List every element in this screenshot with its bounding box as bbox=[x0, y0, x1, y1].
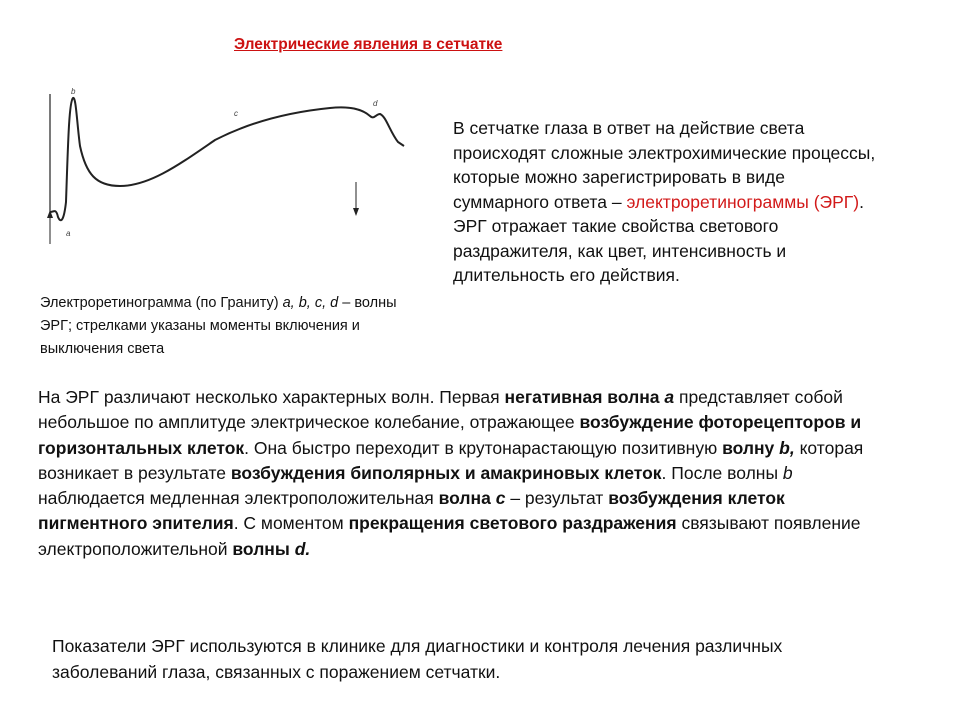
clinic-paragraph: Показатели ЭРГ используются в клинике для диагностики и контроля лечения различных заболеваний глаза, связанных с поражением сетчатки. bbox=[52, 636, 783, 682]
erg-term: электроретинограммы (ЭРГ) bbox=[626, 191, 860, 212]
waves-description: На ЭРГ различают несколько характерных волн. Первая негативная волна a представляет собой небольшое по амплитуде электрическое колебание, отражающее возбуждение фоторецепторов и горизонтальных клеток. Она быстро переходит в крутонарастающую позитивную волну b, которая возникает в результате возбуждения биполярных и амакриновых клеток. После волны b наблюдается медленная электроположительная волна c – результат возбуждения клеток пигментного эпителия. С моментом прекращения светового раздражения связывают появление электроположительной волны d. bbox=[38, 387, 864, 559]
figure-caption: Электроретинограмма (по Граниту) a, b, c, d – волны ЭРГ; стрелками указаны моменты включения и выключения света bbox=[40, 295, 397, 357]
erg-curve bbox=[50, 98, 404, 220]
wave-label-b: b bbox=[71, 87, 76, 96]
wave-label-c: c bbox=[234, 109, 238, 118]
arrow-down-icon bbox=[353, 182, 359, 216]
intro-paragraph-1: В сетчатке глаза в ответ на действие света происходят сложные электрохимические процессы, которые можно зарегистрировать в виде суммарного ответа – электроретинограммы (ЭРГ). bbox=[453, 118, 876, 212]
intro-paragraph-2: ЭРГ отражает такие свойства светового раздражителя, как цвет, интенсивность и длительность его действия. bbox=[453, 216, 787, 285]
slide-title: Электрические явления в сетчатке bbox=[234, 36, 503, 53]
wave-label-d: d bbox=[373, 99, 378, 108]
arrow-up-icon bbox=[47, 210, 53, 244]
intro-block bbox=[453, 116, 883, 288]
erg-figure bbox=[40, 84, 410, 254]
wave-label-a: a bbox=[66, 229, 71, 238]
